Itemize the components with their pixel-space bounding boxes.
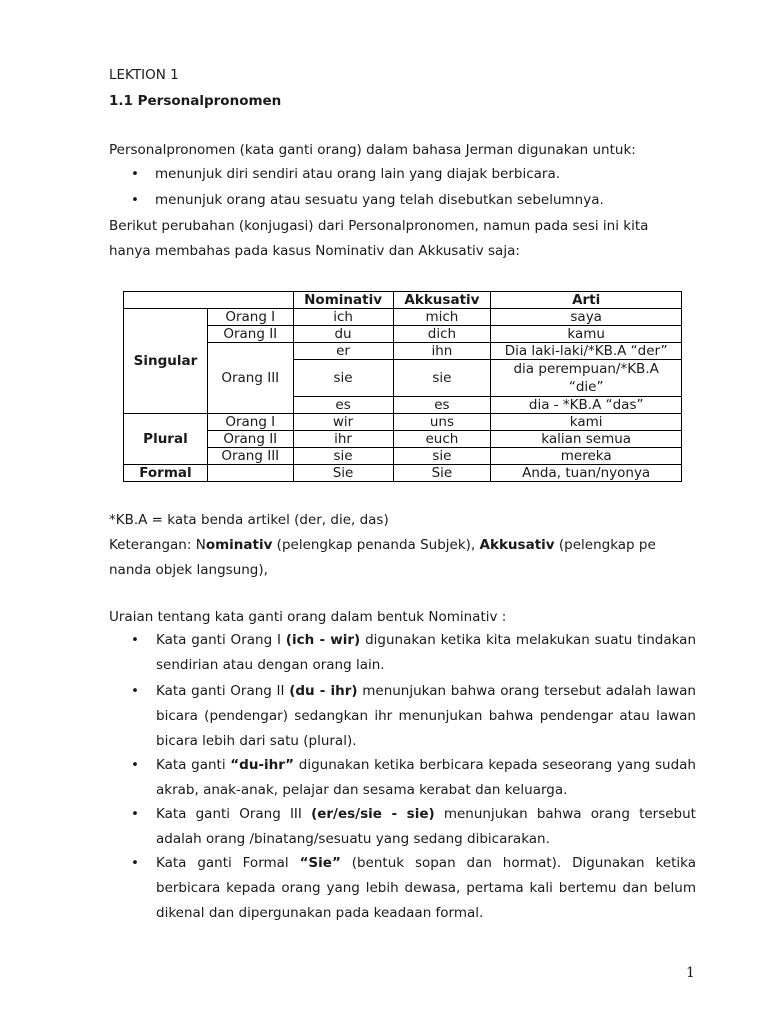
uraian-text: digunakan ketika kita melakukan suatu tindakan sendirian atau dengan orang lain. (156, 632, 697, 673)
table-row (124, 414, 682, 431)
person-cell: Orang I (207, 309, 293, 326)
header-nominativ: Nominativ (293, 292, 393, 309)
bullet-icon: • (131, 192, 139, 208)
arti-cell: kami (491, 414, 682, 431)
bullet-icon: • (131, 683, 139, 699)
uraian-text: (bentuk sopan dan hormat). Digunakan ketika berbicara kepada orang yang lebih dewasa, pertama kali bertemu dan belum dikenal dan dipergunakan pada keadaan formal. (156, 855, 696, 921)
uraian-item-4 (131, 802, 696, 852)
uraian-text: digunakan ketika berbicara kepada seseorang yang sudah akrab, anak-anak, pelajar dan sesama kerabat dan keluarga. (156, 757, 696, 798)
intro2-line-1: Berikut perubahan (konjugasi) dari Personalpronomen, namun pada sesi ini kita (109, 218, 649, 234)
arti-cell: saya (491, 309, 682, 326)
nominativ-cell: er (293, 343, 393, 360)
bullet-icon: • (131, 855, 139, 871)
akkusativ-cell: ihn (393, 343, 491, 360)
uraian-title: Uraian tentang kata ganti orang dalam bentuk Nominativ : (109, 609, 507, 625)
intro-bullet-2 (131, 192, 139, 208)
section-heading: 1.1 Personalpronomen (109, 93, 282, 109)
keterangan-mid: (pelengkap penanda Subjek), (272, 537, 480, 553)
uraian-bold: (du - ihr) (289, 683, 358, 699)
akkusativ-cell: sie (393, 448, 491, 465)
pronoun-table (123, 291, 682, 482)
arti-cell: kamu (491, 326, 682, 343)
group-singular: Singular (124, 309, 208, 414)
uraian-bold: (er/es/sie - sie) (311, 806, 435, 822)
arti-cell: dia - *KB.A “das” (491, 397, 682, 414)
uraian-text: menunjukan bahwa orang tersebut adalah orang /binatang/sesuatu yang sedang dibicarakan. (156, 806, 696, 847)
person-cell: Orang I (207, 414, 293, 431)
uraian-item-5 (131, 851, 696, 926)
uraian-text: Kata ganti Orang I (156, 632, 286, 648)
uraian-item-1 (131, 628, 697, 678)
uraian-item-2 (131, 679, 696, 754)
table-row (124, 431, 682, 448)
uraian-bold: “Sie” (299, 855, 341, 871)
bullet-icon: • (131, 806, 139, 822)
page-number: 1 (686, 965, 695, 981)
uraian-text: menunjukan bahwa orang tersebut adalah lawan bicara (pendengar) sedangkan ihr menunjukan bahwa pendengar atau lawan bicara lebih dari satu (plural). (156, 683, 696, 749)
uraian-bold: “du-ihr” (230, 757, 295, 773)
bullet-icon: • (131, 757, 139, 773)
nominativ-cell: ich (293, 309, 393, 326)
uraian-text: Kata ganti Formal (156, 855, 300, 871)
uraian-bold: (ich - wir) (285, 632, 361, 648)
intro-bullet-text-1: menunjuk diri sendiri atau orang lain yang diajak berbicara. (155, 166, 561, 182)
keterangan-akk: Akkusativ (479, 537, 555, 553)
akkusativ-cell: uns (393, 414, 491, 431)
table-row (124, 326, 682, 343)
arti-cell: Anda, tuan/nyonya (491, 465, 682, 482)
uraian-text: Kata ganti (156, 757, 231, 773)
arti-cell: Dia laki-laki/*KB.A “der” (491, 343, 682, 360)
uraian-text: Kata ganti Orang II (156, 683, 290, 699)
akkusativ-cell: dich (393, 326, 491, 343)
person-cell: Orang II (207, 326, 293, 343)
akkusativ-cell: es (393, 397, 491, 414)
arti-cell: kalian semua (491, 431, 682, 448)
group-plural: Plural (124, 414, 208, 465)
table-row (124, 448, 682, 465)
akkusativ-cell: sie (393, 360, 491, 397)
lesson-title: LEKTION 1 (109, 67, 179, 83)
bullet-icon: • (131, 166, 139, 182)
intro-text: Personalpronomen (kata ganti orang) dalam bahasa Jerman digunakan untuk: (109, 142, 636, 158)
nominativ-cell: wir (293, 414, 393, 431)
bullet-icon: • (131, 632, 139, 648)
note-kba: *KB.A = kata benda artikel (der, die, das) (109, 512, 389, 528)
table-row (124, 309, 682, 326)
person-cell: Orang II (207, 431, 293, 448)
intro2-line-2: hanya membahas pada kasus Nominativ dan Akkusativ saja: (109, 243, 520, 259)
arti-cell-cont: “die” (491, 378, 682, 397)
header-arti: Arti (491, 292, 682, 309)
table-row (124, 343, 682, 360)
table-header-row (124, 292, 682, 309)
intro-bullet-1 (131, 166, 139, 182)
nominativ-cell: du (293, 326, 393, 343)
keterangan-post: (pelengkap pe (554, 537, 656, 553)
keterangan-line-1 (109, 537, 656, 553)
person-cell-empty (207, 465, 293, 482)
uraian-text: Kata ganti Orang III (156, 806, 312, 822)
person-cell: Orang III (207, 343, 293, 414)
akkusativ-cell: mich (393, 309, 491, 326)
nominativ-cell: Sie (293, 465, 393, 482)
nominativ-cell: ihr (293, 431, 393, 448)
nominativ-cell: sie (293, 360, 393, 397)
keterangan-pre: Keterangan: N (109, 537, 206, 553)
header-empty (124, 292, 294, 309)
person-cell: Orang III (207, 448, 293, 465)
group-formal: Formal (124, 465, 208, 482)
nominativ-cell: sie (293, 448, 393, 465)
akkusativ-cell: euch (393, 431, 491, 448)
arti-cell: dia perempuan/*KB.A (491, 360, 682, 379)
table-row (124, 465, 682, 482)
header-akkusativ: Akkusativ (393, 292, 491, 309)
nominativ-cell: es (293, 397, 393, 414)
intro-bullet-text-2: menunjuk orang atau sesuatu yang telah disebutkan sebelumnya. (155, 192, 604, 208)
arti-cell: mereka (491, 448, 682, 465)
keterangan-nom: ominativ (205, 537, 273, 553)
akkusativ-cell: Sie (393, 465, 491, 482)
keterangan-line-2: nanda objek langsung), (109, 562, 268, 578)
uraian-item-3 (131, 753, 696, 803)
